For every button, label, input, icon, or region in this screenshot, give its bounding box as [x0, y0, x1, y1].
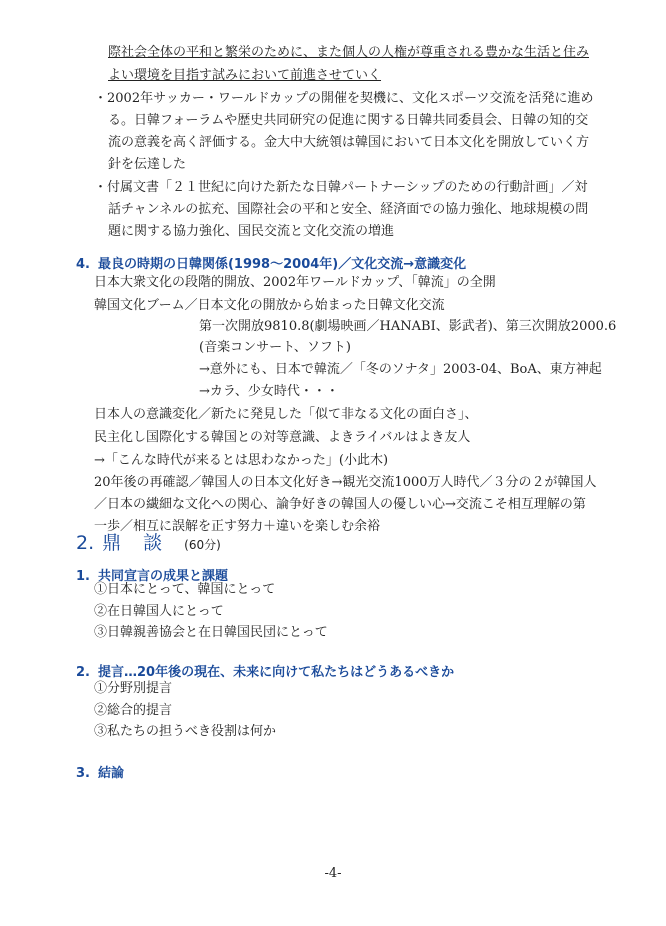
sub2-item-1: ①分野別提言 [94, 681, 173, 696]
chapter-2-duration: (60分) [184, 538, 221, 552]
sub1-item-1: ①日本にとって、韓国にとって [94, 582, 276, 597]
intro-line-1: 際社会全体の平和と繁栄のために、また個人の人権が尊重される豊かな生活と住み [108, 45, 590, 60]
intro-line-6: 針を伝達した [108, 157, 187, 172]
chapter-2-title: 鼎談 [102, 532, 185, 554]
s4-line-6: →カラ、少女時代・・・ [199, 384, 339, 399]
s4-line-10: 20年後の再確認／韓国人の日本文化好き→観光交流1000万人時代／３分の２が韓国人 [94, 475, 597, 490]
s4-line-12: 一歩／相互に誤解を正す努力＋違いを楽しむ余裕 [94, 519, 381, 534]
subsection-1-title: 共同宣言の成果と課題 [97, 569, 228, 584]
section-4-number: 4. [76, 257, 90, 272]
section-4-title: 最良の時期の日韓関係(1998～2004年)／文化交流→意識変化 [97, 257, 467, 272]
intro-line-4: る。日韓フォーラムや歴史共同研究の促進に関する日韓共同委員会、日韓の知的交 [108, 113, 589, 128]
subsection-1-number: 1. [76, 569, 90, 584]
intro-line-9: 題に関する協力強化、国民交流と文化交流の増進 [108, 224, 395, 239]
page-number: -4- [324, 866, 342, 881]
s4-line-1: 日本大衆文化の段階的開放、2002年ワールドカップ、「韓流」の全開 [94, 275, 496, 290]
subsection-2-title: 提言…20年後の現在、未来に向けて私たちはどうあるべきか [97, 665, 455, 680]
subsection-2-number: 2. [76, 665, 90, 680]
s4-line-9: →「こんな時代が来るとは思わなかった」(小此木) [94, 453, 389, 468]
section-4-heading [76, 253, 466, 272]
s4-line-3: 第一次開放9810.8(劇場映画／HANABI、影武者)、第三次開放2000.6 [199, 319, 617, 334]
chapter-2-number: 2. [76, 532, 95, 554]
bullet-line-action-plan: ・付属文書「２１世紀に向けた新たな日韓パートナーシップのための行動計画」／対 [94, 180, 588, 195]
bullet-line-worldcup: ・2002年サッカー・ワールドカップの開催を契機に、文化スポーツ交流を活発に進め [94, 91, 594, 106]
chapter-2-heading [76, 528, 221, 555]
s4-line-4: (音楽コンサート、ソフト) [199, 340, 351, 355]
intro-line-8: 話チャンネルの拡充、国際社会の平和と安全、経済面での協力強化、地球規模の問 [108, 202, 589, 217]
intro-line-2: よい環境を目指す試みにおいて前進させていく [108, 68, 382, 83]
sub2-item-3: ③私たちの担うべき役割は何か [94, 724, 277, 739]
subsection-3-heading [76, 762, 124, 781]
subsection-2-heading [76, 661, 454, 680]
s4-line-5: →意外にも、日本で韓流／「冬のソナタ」2003-04、BoA、東方神起 [199, 362, 602, 377]
sub1-item-2: ②在日韓国人にとって [94, 604, 224, 619]
sub1-item-3: ③日韓親善協会と在日韓国民団にとって [94, 625, 328, 640]
s4-line-11: ／日本の繊細な文化への関心、論争好きの韓国人の優しい心→交流こそ相互理解の第 [94, 497, 586, 512]
intro-line-5: 流の意義を高く評価する。金大中大統領は韓国において日本文化を開放していく方 [108, 135, 590, 150]
s4-line-7: 日本人の意識変化／新たに発見した「似て非なる文化の面白さ」、 [94, 407, 478, 422]
subsection-3-number: 3. [76, 766, 90, 781]
s4-line-8: 民主化し国際化する韓国との対等意識、よきライバルはよき友人 [94, 430, 471, 445]
s4-line-2: 韓国文化ブーム／日本文化の開放から始まった日韓文化交流 [94, 298, 445, 313]
sub2-item-2: ②総合的提言 [94, 703, 173, 718]
subsection-3-title: 結論 [97, 766, 124, 781]
